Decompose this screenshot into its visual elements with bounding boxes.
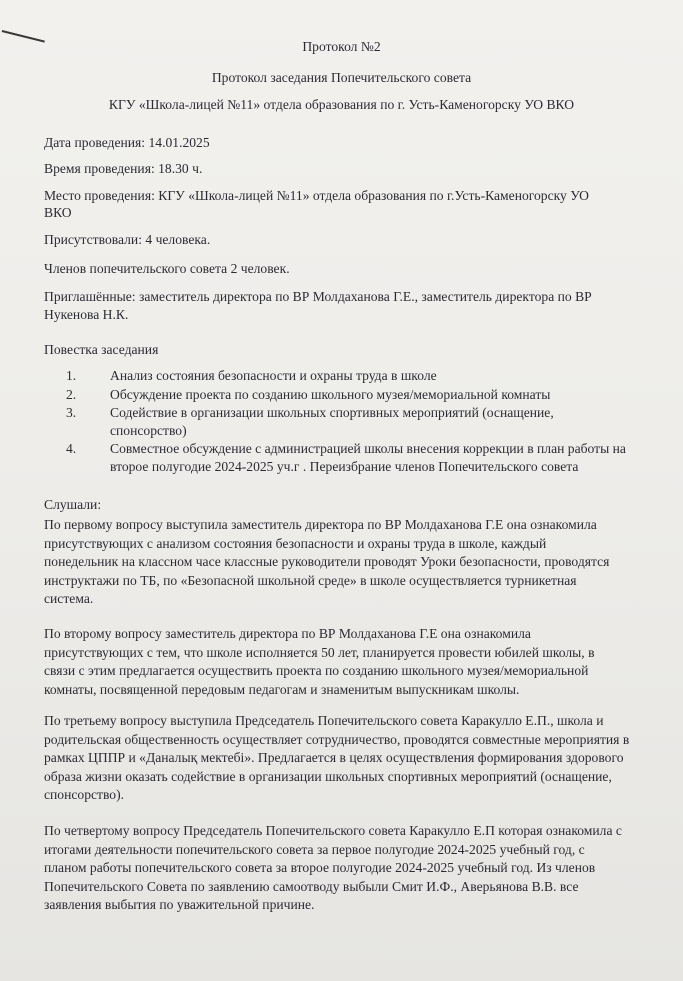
paragraph-line: присутствующих с анализом состояния безопасности и охраны труда в школе, каждый bbox=[44, 535, 547, 551]
agenda-item-number: 1. bbox=[66, 368, 77, 383]
paragraph-line: родительская общественность осуществляет сотрудничество, проводятся совместные мероприятия в bbox=[44, 731, 630, 747]
agenda-item-text: второе полугодие 2024-2025 уч.г . Переизбрание членов Попечительского совета bbox=[110, 458, 579, 474]
meeting-time: Время проведения: 18.30 ч. bbox=[44, 161, 203, 176]
agenda-item bbox=[66, 367, 666, 385]
agenda-heading: Повестка заседания bbox=[44, 342, 159, 357]
paragraph-question-2 bbox=[44, 625, 664, 699]
paragraph-line: инструктажи по ТБ, по «Безопасной школьной среде» в школе осуществляется турникетная bbox=[44, 572, 577, 588]
agenda-item-text: Совместное обсуждение с администрацией школы внесения коррекции в план работы на bbox=[110, 441, 626, 456]
agenda-item bbox=[66, 404, 666, 439]
paragraph-line: комнаты, посвященной передовым педагогам и знаменитым выпускникам школы. bbox=[44, 681, 520, 697]
paragraph-line: спонсорство). bbox=[44, 787, 125, 802]
agenda-item-text: спонсорство) bbox=[110, 422, 187, 438]
meeting-date: Дата проведения: 14.01.2025 bbox=[44, 135, 210, 150]
agenda-item bbox=[66, 440, 666, 475]
agenda-item-number: 4. bbox=[66, 441, 77, 456]
agenda-item-number: 2. bbox=[66, 386, 77, 402]
paragraph-line: связи с этим предлагается осуществить проекта по созданию школьного музея/мемориальной bbox=[44, 663, 589, 678]
agenda-list bbox=[66, 367, 666, 476]
paragraph-line: понедельник на классном часе классные руководители проводят Уроки безопасности, проводятся bbox=[44, 554, 610, 569]
agenda-item-text: Обсуждение проекта по созданию школьного музея/мемориальной комнаты bbox=[110, 386, 551, 402]
paragraph-line: итогами деятельности попечительского совета за первое полугодие 2024-2025 учебный год, с bbox=[44, 841, 585, 857]
paragraph-line: Попечительского Совета по заявлению самоотводу выбыли Смит И.Ф., Аверьянова В.В. все bbox=[44, 878, 579, 894]
agenda-item bbox=[66, 386, 666, 404]
agenda-item-text: Содействие в организации школьных спортивных мероприятий (оснащение, bbox=[110, 405, 554, 420]
paragraph-line: заявления выбытия по уважительной причине. bbox=[44, 897, 315, 912]
paragraph-line: планом работы попечительского совета за второе полугодие 2024-2025 учебный год. Из членов bbox=[44, 860, 596, 875]
paragraph-line: По третьему вопросу выступила Председатель Попечительского совета Каракулло Е.П., школа и bbox=[44, 713, 604, 728]
agenda-item-text: Анализ состояния безопасности и охраны труда в школе bbox=[110, 368, 437, 383]
agenda-item-number: 3. bbox=[66, 405, 77, 420]
present-count: Присутствовали: 4 человека. bbox=[44, 232, 211, 247]
paragraph-line: присутствующих с тем, что школе исполняется 50 лет, планируется провести юбилей школы, в bbox=[44, 644, 595, 660]
paragraph-line: По второму вопросу заместитель директора по ВР Молдаханова Г.Е она ознакомила bbox=[44, 626, 531, 641]
members-count: Членов попечительского совета 2 человек. bbox=[44, 261, 290, 276]
paragraph-question-3 bbox=[44, 712, 664, 805]
meeting-place-line-2: ВКО bbox=[44, 205, 72, 220]
paragraph-line: По четвертому вопросу Председатель Попечительского совета Каракулло Е.П которая ознакомила с bbox=[44, 823, 622, 838]
paragraph-question-1 bbox=[44, 516, 664, 609]
paragraph-question-4 bbox=[44, 822, 664, 915]
meeting-place-line-1: Место проведения: КГУ «Школа-лицей №11» отдела образования по г.Усть-Каменогорску УО bbox=[44, 188, 590, 203]
protocol-subtitle: Протокол заседания Попечительского совета bbox=[211, 70, 472, 85]
paragraph-line: По первому вопросу выступила заместитель директора по ВР Молдаханова Г.Е она ознакомила bbox=[44, 517, 597, 532]
organization-name: КГУ «Школа-лицей №11» отдела образования по г. Усть-Каменогорску УО ВКО bbox=[108, 97, 575, 112]
heard-heading: Слушали: bbox=[44, 497, 102, 512]
invited-line-2: Нукенова Н.К. bbox=[44, 307, 129, 322]
protocol-title: Протокол №2 bbox=[302, 39, 381, 54]
paragraph-line: образа жизни оказать содействие в организации школьных спортивных мероприятий (оснащение, bbox=[44, 768, 612, 784]
invited-line-1: Приглашённые: заместитель директора по ВР Молдаханова Г.Е., заместитель директора по ВР bbox=[44, 289, 592, 304]
paragraph-line: рамках ЦППР и «Даналық мектебі». Предлагается в целях осуществления формирования здорового bbox=[44, 750, 624, 765]
paragraph-line: система. bbox=[44, 591, 94, 606]
